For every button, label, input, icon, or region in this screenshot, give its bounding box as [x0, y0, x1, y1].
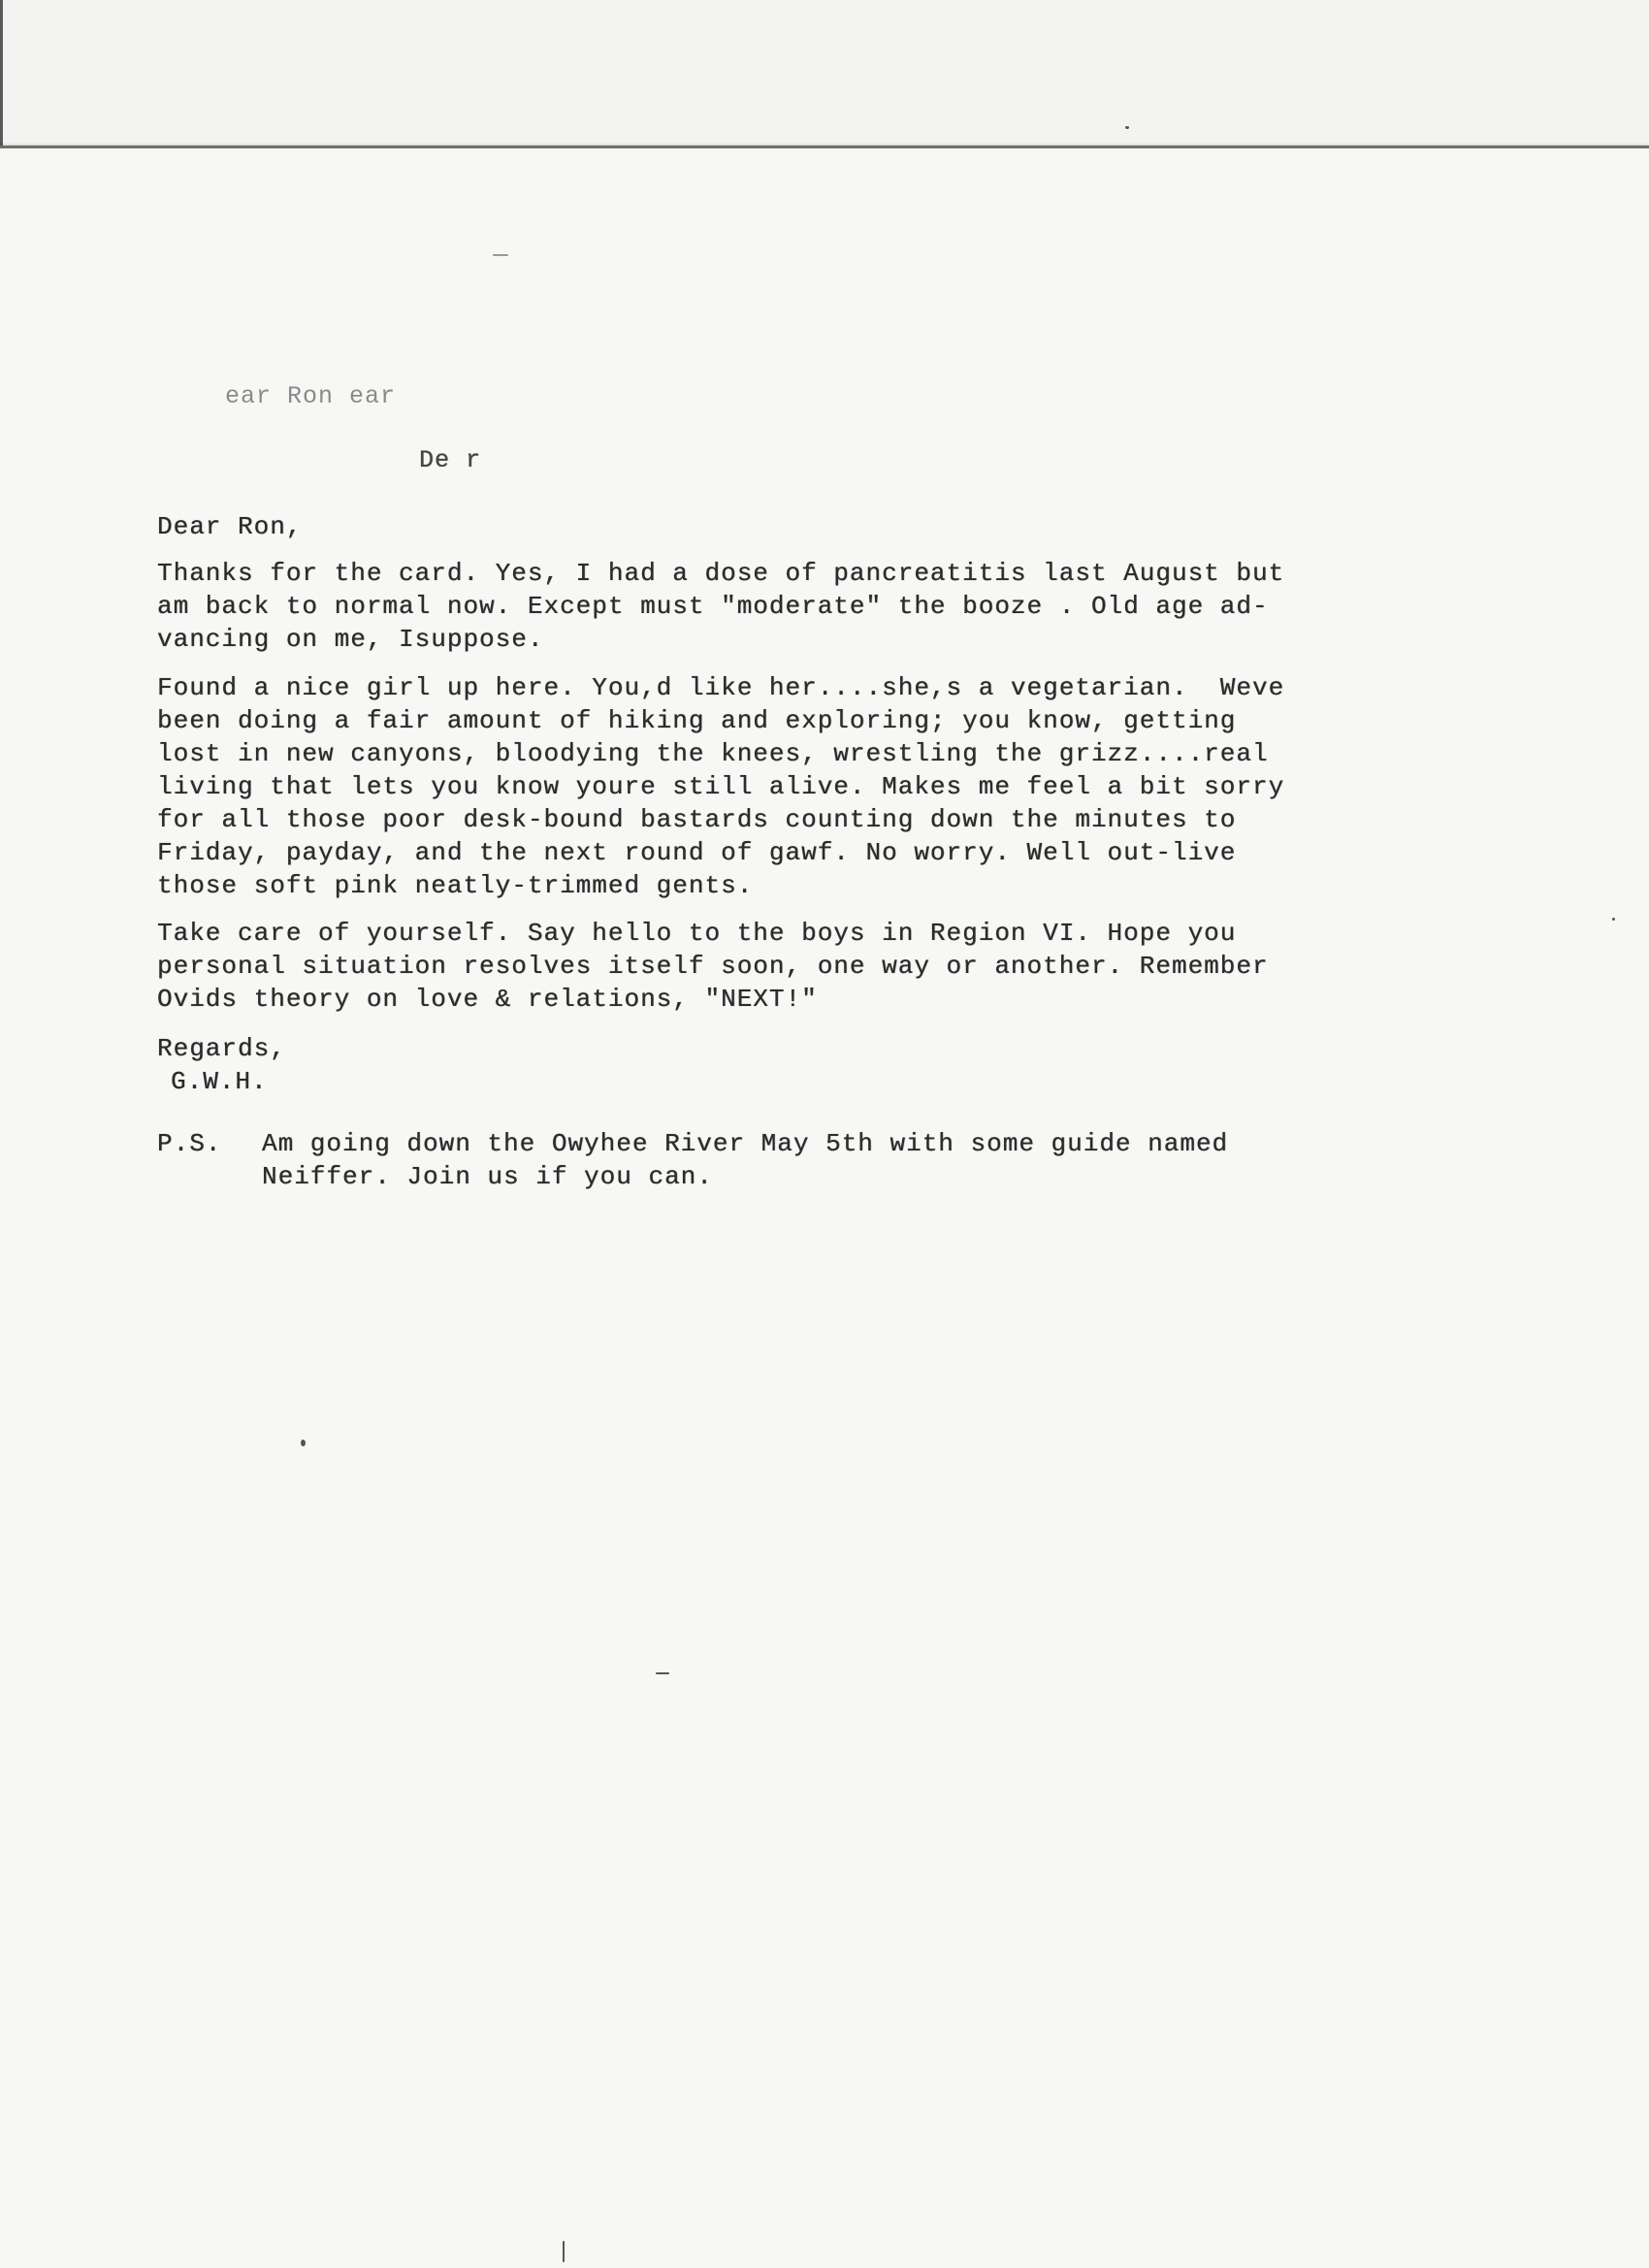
postscript-label: P.S.: [157, 1129, 222, 1158]
scan-speck: [1125, 126, 1129, 129]
ghost-typing-line-2: De r: [419, 446, 482, 474]
body-paragraph-2: Found a nice girl up here. You,d like her....she,s a vegetarian. Weve been doing a fair amount of hiking and exploring; you know, getting lost in new canyons, bloodying the knees, wrestling the grizz....real living that lets you know youre still alive. Makes me feel a bit sorry for all those poor desk-bound bastards counting down the minutes to Friday, payday, and the next round of gawf. No worry. Well out-live those soft pink neatly-trimmed gents.: [157, 673, 1285, 900]
scan-speck: [656, 1672, 669, 1674]
postscript-text: Am going down the Owyhee River May 5th with some guide named Neiffer. Join us if you can.: [262, 1129, 1229, 1191]
body-paragraph-3: Take care of yourself. Say hello to the boys in Region VI. Hope you personal situation resolves itself soon, one way or another. Remember Ovids theory on love & relations, "NEXT!": [157, 919, 1269, 1014]
closing: Regards,: [157, 1034, 286, 1063]
scan-speck: [301, 1440, 306, 1446]
body-paragraph-1: Thanks for the card. Yes, I had a dose of pancreatitis last August but am back to normal now. Except must "moderate" the booze . Old age ad- vancing on me, Isuppose.: [157, 559, 1285, 654]
ghost-typing-line-1: ear Ron ear: [225, 382, 397, 410]
letter-page: [0, 146, 1649, 2268]
sheet-edge: [0, 0, 3, 146]
underlying-sheet: [0, 0, 1649, 146]
scan-speck: [493, 254, 508, 256]
salutation: Dear Ron,: [157, 512, 303, 541]
scan-speck: [1612, 918, 1615, 921]
signature-initials: G.W.H.: [171, 1067, 268, 1096]
scan-speck: [563, 2241, 565, 2262]
